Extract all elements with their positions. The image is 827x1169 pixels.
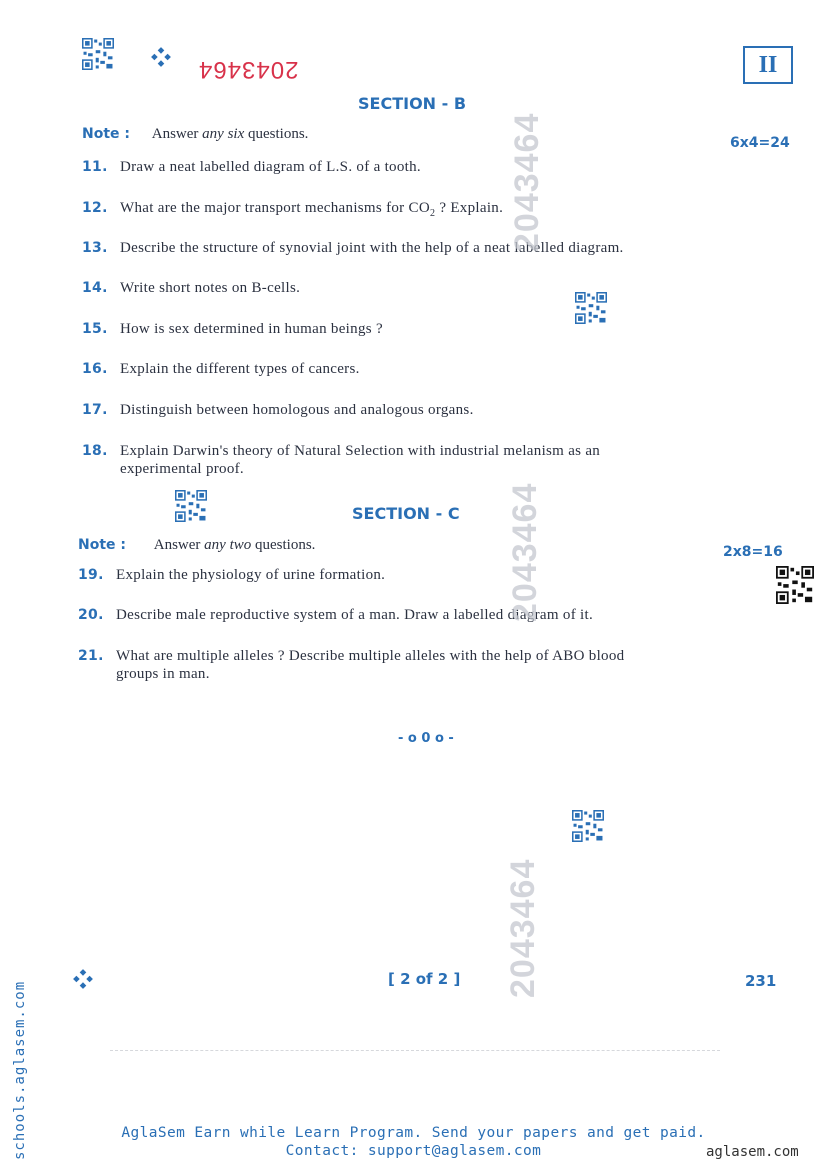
question-14: 14. Write short notes on B-cells. [82, 280, 301, 296]
note-text: Answer any two questions. [153, 537, 316, 553]
diamond-ornament-icon [72, 968, 94, 990]
site-link[interactable]: aglasem.com [706, 1144, 799, 1160]
section-b-title: SECTION - B [358, 94, 467, 113]
serial-number: 2043464 [198, 56, 299, 83]
banner-line-1: AglaSem Earn while Learn Program. Send your papers and get paid. [121, 1125, 706, 1141]
serial-watermark: 2043464 [508, 112, 546, 252]
banner-line-2: Contact: support@aglasem.com [285, 1143, 542, 1159]
serial-watermark: 2043464 [504, 858, 542, 998]
serial-watermark: 2043464 [506, 482, 544, 622]
qr-code-icon [82, 38, 114, 70]
end-mark: - o 0 o - [398, 731, 454, 746]
question-16: 16. Explain the different types of cancers. [82, 361, 360, 377]
section-b-marks: 6x4=24 [730, 135, 790, 151]
section-c-note [78, 537, 315, 554]
section-b-note [82, 126, 308, 143]
side-watermark: schools.aglasem.com [12, 980, 28, 1160]
qr-code-icon [572, 810, 604, 842]
question-11: 11. Draw a neat labelled diagram of L.S. of a tooth. [82, 159, 421, 175]
qr-code-icon [175, 490, 207, 522]
diamond-ornament-icon [150, 46, 172, 68]
paper-code: 231 [745, 972, 777, 990]
note-label: Note : [82, 126, 130, 142]
question-17: 17. Distinguish between homologous and analogous organs. [82, 402, 474, 418]
section-c-marks: 2x8=16 [723, 544, 783, 560]
question-15: 15. How is sex determined in human beings ? [82, 321, 383, 337]
question-13: 13. Describe the structure of synovial joint with the help of a neat labelled diagram. [82, 240, 624, 256]
question-12: 12. What are the major transport mechanisms for $CO_2$ ? Explain. [82, 200, 504, 219]
question-19: 19. Explain the physiology of urine formation. [78, 567, 386, 583]
question-20: 20. Describe male reproductive system of a man. Draw a labelled diagram of it. [78, 607, 594, 623]
question-18: 18. Explain Darwin's theory of Natural Selection with industrial melanism as an experimental proof. [82, 443, 601, 477]
note-text: Answer any six questions. [151, 126, 309, 142]
paper-code-box: II [743, 46, 793, 84]
divider [110, 1050, 720, 1051]
section-c-title: SECTION - C [352, 504, 460, 523]
note-label: Note : [78, 537, 126, 553]
page-indicator: [ 2 of 2 ] [388, 970, 461, 988]
qr-code-icon [575, 292, 607, 324]
question-21: 21. What are multiple alleles ? Describe multiple alleles with the help of ABO blood groups in man. [78, 648, 625, 682]
qr-code-icon [776, 566, 814, 604]
